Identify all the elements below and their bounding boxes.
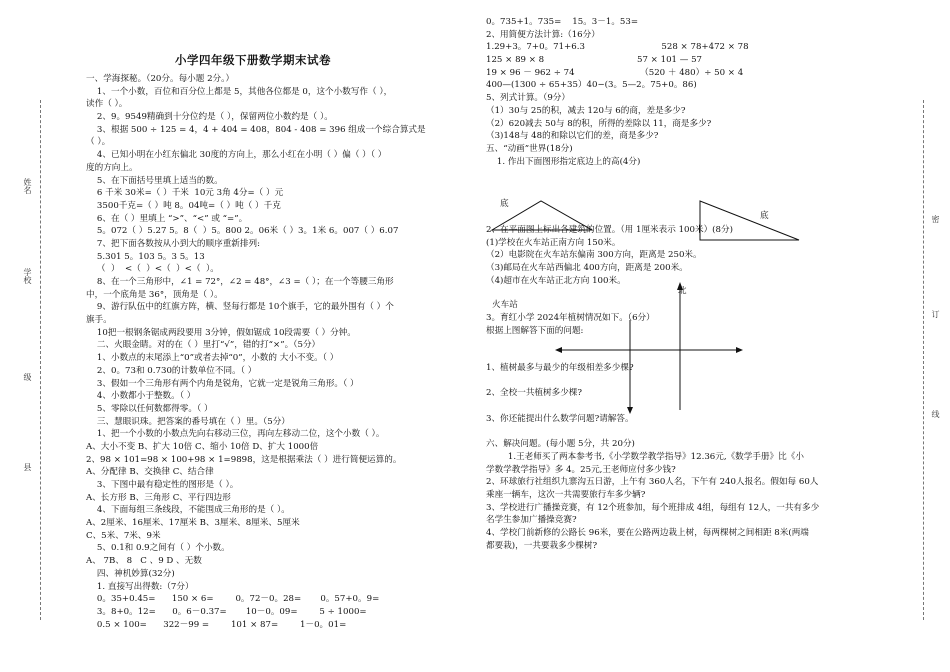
- problem-solving-line: 2、环球旅行社组织九寨沟五日游，上午有 360人名，下午有 240人报名。假如每 60人: [486, 477, 819, 488]
- right-section-b: [486, 224, 816, 287]
- right-question-line: 2、用简便方法计算:（16分）: [486, 29, 600, 40]
- right-section-d: [486, 362, 820, 552]
- right-question-line: 0。735+1。735= 15。3－1。53=: [486, 17, 639, 27]
- problem-solving-line: 都要栽)，一共要栽多少棵树?: [486, 540, 598, 551]
- left-question-line: A、 7B、 8 C 、9 D 、无数: [86, 556, 202, 567]
- left-question-line: A、分配律 B、交换律 C、结合律: [86, 467, 214, 478]
- tree-question-lines: [486, 312, 816, 337]
- left-question-line: 5。072（ ）5.27 5。8（ ）5。800 2。06米（ ）3。1米 6。007（ ）6.07: [86, 226, 399, 237]
- left-column: [86, 73, 481, 631]
- location-question-line: （3)邮局在火车站西偏北 400方向，距离是 200米。: [486, 263, 688, 274]
- left-question-line: 2、9。9549精确到十分位约是（ ），保留两位小数约是（ ）。: [86, 112, 333, 123]
- left-question-line: 旗手。: [86, 315, 112, 326]
- tree-question-line: 3。育红小学 2024年植树情况如下。（6分）: [486, 313, 655, 323]
- right-question-line: （1）30与 25的积，减去 120与 6的商，差是多少?: [486, 105, 686, 116]
- location-question-lines: [486, 224, 816, 287]
- left-question-line: 5、零除以任何数都得零。（ ）: [86, 403, 213, 414]
- left-question-line: （ ）。: [86, 137, 111, 148]
- side-label-school: 学校: [23, 268, 32, 284]
- left-question-line: 1、小数点的末尾添上“0”或者去掉“0”，小数的 大小不变。（ ）: [86, 353, 339, 364]
- left-binding-line: [40, 100, 41, 620]
- side-label-line: 线: [931, 410, 940, 418]
- left-question-line: 2、98 × 101=98 × 100+98 × 1=9898，这是根据乘法（ ）进行简便运算的。: [86, 454, 402, 465]
- problem-solving-line: 3、学校进行广播操竞赛，有 12个班参加，每个班排成 4组，每组有 12人，一共有多少: [486, 502, 820, 513]
- right-arrowhead: [736, 347, 743, 353]
- left-question-line: 二、火眼金睛。对的在（ ）里打“√”，错的打“×”。（5分）: [86, 340, 321, 351]
- left-question-line: 度的方向上。: [86, 162, 138, 173]
- side-label-grade: 级: [23, 373, 32, 381]
- left-question-line: 3、假如一个三角形有两个内角是锐角，它就一定是锐角三角形。（ ）: [86, 378, 359, 389]
- right-section-c: [486, 312, 816, 337]
- problem-solving-line: [486, 425, 816, 438]
- side-label-name: 姓名: [23, 178, 32, 194]
- location-question-line: （4)超市在火车站正北方向 100米。: [486, 275, 626, 286]
- problem-solving-line: 六、解决问题。(每小题 5分，共 20分): [486, 439, 635, 450]
- problem-solving-line: 2、全校一共植树多少棵?: [486, 388, 583, 399]
- left-question-line: C、5米、7米、9米: [86, 530, 161, 541]
- problem-solving-line: 1、植树最多与最少的年级相差多少棵?: [486, 363, 634, 373]
- left-question-line: 读作（ ）。: [86, 99, 128, 110]
- problem-solving-line: [486, 400, 816, 413]
- side-label-county: 县: [23, 463, 32, 471]
- left-question-line: 4、已知小明在小红东偏北 30度的方向上，那么小红在小明（ ）偏（ ）（ ）: [86, 150, 387, 161]
- left-question-line: 4、下面每组三条线段，不能围成三角形的是（ ）。: [86, 505, 290, 516]
- right-question-line: 五、“动画”世界(18分): [486, 143, 573, 154]
- left-question-line: 3、下图中最有稳定性的图形是（ ）。: [86, 480, 239, 490]
- left-question-line: 2、0。73和 0.730的计数单位不同。（ ）: [86, 365, 257, 376]
- problem-solving-line: 3、你还能提出什么数学问题?请解答。: [486, 413, 634, 424]
- left-question-line: 5、0.1和 0.9之间有（ ）个小数。: [86, 543, 230, 554]
- left-question-line: 6、在（ ）里填上 “>”、“<” 或 “=”。: [86, 213, 248, 224]
- problem-solving-line: [486, 375, 816, 388]
- right-question-line: 1. 作出下面图形指定底边上的高(4分): [486, 156, 641, 167]
- left-question-line: 7、把下面各数按从小到大的顺序重新排列:: [86, 238, 260, 249]
- left-question-line: 10把一根钢条锯成两段要用 3分钟，假如锯成 10段需要（ ）分钟。: [86, 327, 356, 338]
- location-question-line: 2、在平面图上标出各建筑的位置。（用 1厘米表示 100米）(8分): [486, 225, 733, 235]
- right-question-line: 5、列式计算。（9分）: [486, 93, 570, 104]
- left-question-line: 8、在一个三角形中，∠1 = 72°，∠2 = 48°，∠3 =（ ）；在一个等腰三角形: [86, 277, 394, 287]
- problem-solving-line: 名学生参加广播操竞赛?: [486, 515, 577, 526]
- tree-question-line: 根据上图解答下面的问题:: [486, 325, 584, 336]
- side-label-seal: 密: [931, 215, 940, 223]
- problem-solving-line: 乘座一辆车，这次一共需要旅行车多少辆?: [486, 489, 646, 500]
- left-question-line: （ ） <（ ）<（ ）<（ ）。: [86, 264, 219, 275]
- left-question-line: 4、小数都小于整数。（ ）: [86, 391, 196, 402]
- problem-solving-line: 1.王老师买了两本参考书,《小学数学教学指导》12.36元,《数学手册》比《小: [486, 451, 804, 462]
- left-question-line: 0.5 × 100= 322－99 = 101 × 87= 1－0。01=: [86, 619, 347, 630]
- left-question-line: 3、根据 500 ÷ 125 = 4，4 + 404 = 408，804 - 408 = 396 组成一个综合算式是: [86, 124, 426, 135]
- right-tri-label: 底: [760, 211, 769, 221]
- right-question-line: （3)148与 48的和除以它们的差，商是多少?: [486, 131, 659, 142]
- location-question-line: （2）电影院在火车站东偏南 300方向，距离是 250米。: [486, 250, 702, 261]
- left-question-line: 3500千克=（ ）吨 8。04吨=（ ）吨（ ）千克: [86, 200, 281, 211]
- left-question-line: 1、一个小数，百位和百分位上都是 5，其他各位都是 0，这个小数写作（ ），: [86, 86, 393, 97]
- left-question-line: 1. 直接写出得数:（7分）: [86, 581, 194, 592]
- north-label: 北: [678, 286, 687, 296]
- train-station-label: 火车站: [492, 300, 518, 310]
- right-question-lines: [486, 16, 816, 168]
- problem-solving-line: 4、学校门前新修的公路长 96米，要在公路两边栽上树，每两棵树之间相距 8米(两端: [486, 527, 809, 538]
- left-question-lines: [86, 73, 481, 631]
- left-question-line: 5.301 5。103 5。3 5。13: [86, 251, 205, 262]
- left-question-line: 中，一个底角是 36°，顶角是（ ）。: [86, 289, 223, 300]
- left-question-line: 5、在下面括号里填上适当的数。: [86, 175, 223, 186]
- problem-solving-line: 学数学教学指导》多 4。25元,王老师应付多少钱?: [486, 464, 676, 475]
- page-title: 小学四年级下册数学期末试卷: [175, 53, 331, 67]
- left-question-line: A、大小不变 B、扩大 10倍 C、缩小 10倍 D、扩大 1000倍: [86, 441, 319, 452]
- left-question-line: 6 千米 30米=（ ）千米 10元 3角 4分=（ ）元: [86, 188, 284, 199]
- left-arrowhead: [555, 347, 562, 353]
- right-question-line: 125 × 89 × 8 57 × 101 — 57: [486, 55, 703, 66]
- problem-solving-lines: [486, 362, 820, 552]
- right-question-line: 19 × 96 － 962 ÷ 74 （520 ＋ 480）÷ 50 × 4: [486, 67, 744, 78]
- left-question-line: 一、学海探秘。（20分。每小题 2分。）: [86, 74, 235, 84]
- right-question-line: 1.29+3。7+0。71+6.3 528 × 78+472 × 78: [486, 42, 749, 53]
- left-question-line: A、2厘米、16厘米、17厘米 B、3厘米、8厘米、5厘米: [86, 518, 300, 529]
- left-question-line: 0。35+0.45= 150 × 6= 0。72－0。28= 0。57+0。9=: [86, 594, 380, 605]
- left-question-line: 1、把一个小数的小数点先向右移动三位，再向左移动二位，这个小数（ ）。: [86, 429, 385, 440]
- location-question-line: (1)学校在火车站正南方向 150米。: [486, 237, 621, 248]
- right-column: [486, 16, 816, 168]
- left-question-line: 三、慧眼识珠。把答案的番号填在（ ）里。（5分）: [86, 416, 290, 427]
- base-label: 底: [500, 199, 509, 209]
- right-binding-line: [923, 100, 924, 620]
- left-question-line: 3。8+0。12= 0。6－0.37= 10－0。09= 5 ÷ 1000=: [86, 606, 367, 617]
- side-label-bind: 订: [931, 310, 940, 318]
- right-question-line: （2）620减去 50与 8的积，所得的差除以 11，商是多少?: [486, 118, 712, 129]
- left-question-line: 9、游行队伍中的红旗方阵，横、竖每行都是 10个旗手，它的最外围有（ ）个: [86, 302, 394, 313]
- left-question-line: A、长方形 B、三角形 C、平行四边形: [86, 492, 231, 503]
- right-question-line: 400—(1300 ÷ 65+35）40−(3。5—2。75+0。86): [486, 80, 697, 91]
- left-question-line: 四、神机妙算(32分): [86, 568, 175, 579]
